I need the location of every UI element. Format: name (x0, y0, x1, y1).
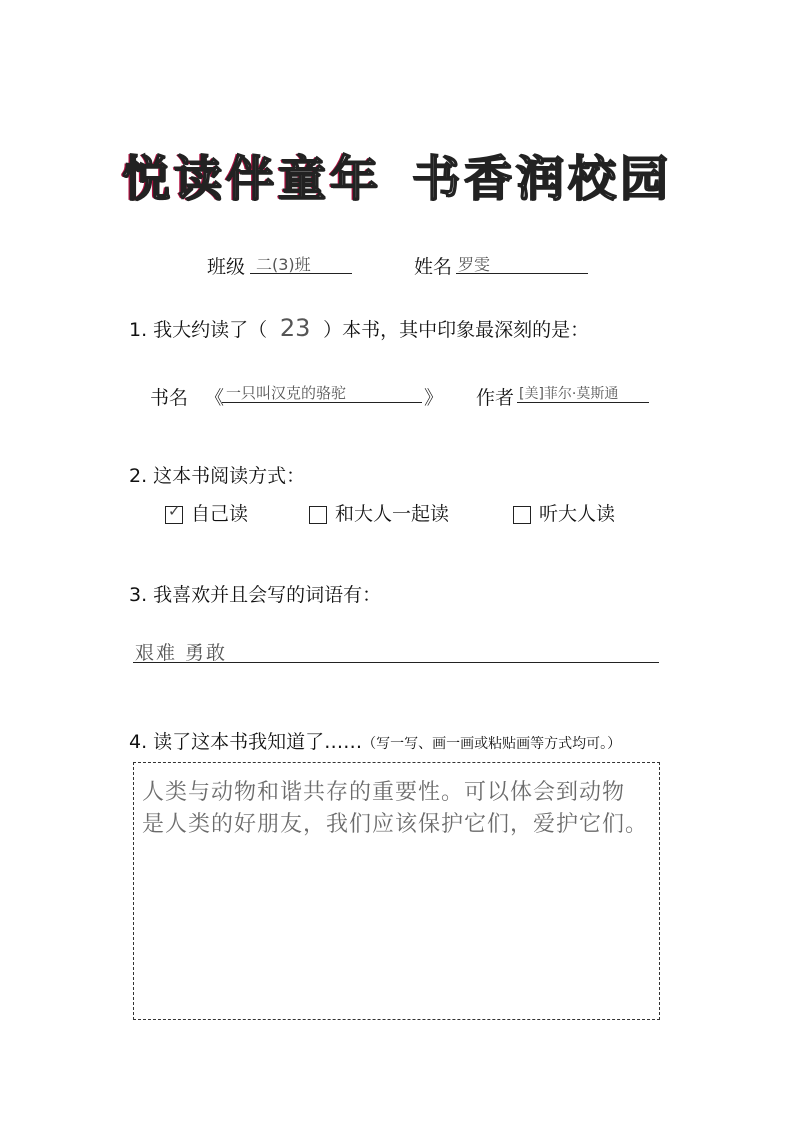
name-field[interactable] (456, 251, 588, 274)
option-label: 和大人一起读 (335, 503, 450, 525)
option-label: 自己读 (191, 503, 249, 525)
q3-text: 3. 我喜欢并且会写的词语有： (129, 584, 382, 606)
q1-count[interactable]: 23 (279, 314, 311, 342)
name-value: 罗雯 (458, 255, 491, 274)
class-field[interactable] (250, 251, 352, 274)
listen-to-adult-checkbox[interactable] (513, 506, 531, 524)
check-mark-icon: ✓ (168, 501, 181, 520)
class-value: 二(3)班 (256, 255, 311, 274)
title-part2: 书香润校园 (412, 151, 673, 207)
read-with-adult-checkbox[interactable] (309, 506, 327, 524)
author-value: [美]菲尔·莫斯通 (519, 386, 619, 402)
learned-answer-box[interactable] (133, 762, 660, 1020)
author-label: 作者 (476, 387, 515, 409)
q4-text (129, 727, 621, 754)
self-read-checkbox[interactable] (165, 501, 183, 524)
book-open-bracket: 《 (205, 387, 225, 409)
q1-text-before: 1. 我大约读了（ (129, 319, 268, 341)
book-title-value: 一只叫汉克的骆驼 (226, 384, 347, 402)
option-listen-to-adult[interactable] (513, 499, 615, 526)
worksheet-title (0, 140, 794, 209)
q2-text: 2. 这本书阅读方式： (129, 465, 306, 487)
q4-hint: （写一写、画一画或粘贴画等方式均可。） (362, 736, 622, 752)
name-label: 姓名 (414, 256, 453, 278)
words-field[interactable] (133, 640, 659, 663)
option-read-with-adult[interactable] (309, 499, 449, 526)
words-value: 艰难 勇敢 (135, 642, 228, 664)
class-label: 班级 (207, 256, 246, 278)
book-close-bracket: 》 (424, 387, 444, 409)
author-field[interactable] (517, 380, 649, 403)
option-self-read[interactable] (165, 499, 248, 526)
answer-line-2: 是人类的好朋友，我们应该保护它们，爱护它们。 (142, 812, 649, 837)
q1-text (129, 314, 589, 342)
title-part1: 悦读伴童年 (121, 151, 382, 207)
book-title-field[interactable] (222, 380, 422, 403)
book-label: 书名 (150, 387, 189, 409)
option-label: 听大人读 (539, 503, 616, 525)
answer-line-1: 人类与动物和谐共存的重要性。可以体会到动物 (142, 780, 626, 805)
q1-text-after: ）本书，其中印象最深刻的是： (323, 319, 590, 341)
q4-prompt: 4. 读了这本书我知道了…… (129, 731, 363, 753)
